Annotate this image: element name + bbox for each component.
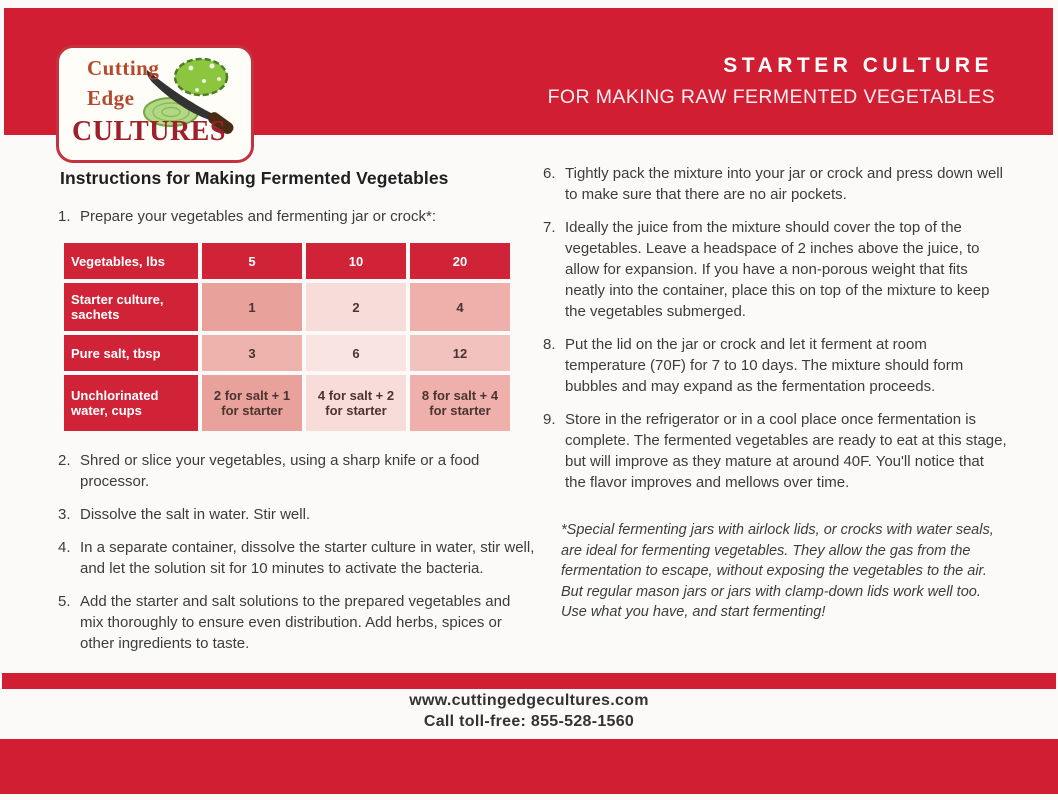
footer [0,692,1058,731]
step-text: Prepare your vegetables and fermenting jar or crock*: [80,208,437,225]
step-number: 9. [543,411,556,428]
table-row-salt [64,335,510,371]
page-title: Instructions for Making Fermented Vegetables [60,168,449,188]
table-header-20: 20 [410,243,510,279]
phone-text: Call toll-free: 855-528-1560 [423,713,635,730]
banner-subtitle: FOR MAKING RAW FERMENTED VEGETABLES [547,86,995,108]
step-number: 5. [58,593,71,610]
step-text: Store in the refrigerator or in a cool place once fermentation is complete. The fermented vegetables are ready to eat at this stage, but will improve as they mature at around 40F. You'll notice that the flavor improves and mellows over time. [565,411,1007,491]
website-text: www.cuttingedgecultures.com [409,692,649,709]
step-number: 7. [543,219,556,236]
step-text: Add the starter and salt solutions to the prepared vegetables and mix thoroughly to ensure even distribution. Add herbs, spices or other ingredients to taste. [80,593,511,652]
table-cell: 2 [306,283,406,331]
banner-title: STARTER CULTURE [723,54,993,77]
table-cell: 8 for salt + 4 for starter [410,375,510,431]
step-7 [543,217,1008,322]
step-number: 1. [58,208,71,225]
step-4 [58,537,536,579]
step-text: In a separate container, dissolve the starter culture in water, stir well, and let the solution sit for 10 minutes to activate the bacteria. [80,539,535,577]
step-8 [543,334,1008,397]
step-number: 2. [58,452,71,469]
logo [56,45,254,163]
step-text: Put the lid on the jar or crock and let it ferment at room temperature (70F) for 7 to 10 days. The mixture should form bubbles and may expand as the fermentation proceeds. [565,336,964,395]
table-row-starter [64,283,510,331]
logo-text-cultures: CULTURES [72,116,226,147]
step-2 [58,450,536,492]
table-cell: 6 [306,335,406,371]
step-text: Ideally the juice from the mixture should cover the top of the vegetables. Leave a headspace of 2 inches above the juice, to allow for expansion. If you have a non-porous weight that fits neatly into the container, place this on top of the mixture to keep the vegetables submerged. [565,219,990,320]
table-cell: 3 [202,335,302,371]
table-header-row [64,243,510,279]
footer-bar [0,739,1058,794]
table-cell: 12 [410,335,510,371]
step-text: Tightly pack the mixture into your jar or crock and press down well to make sure that there are no air pockets. [565,165,1003,203]
logo-text-cutting: Cutting [87,56,160,80]
jar-footnote: *Special fermenting jars with airlock lids, or crocks with water seals, are ideal for fermenting vegetables. They allow the gas from the fermentation to escape, without exposing the vegetables to the air. But regular mason jars or jars with clamp-down lids work well too. Use what you have, and start fermenting! [561,522,994,620]
step-number: 3. [58,506,71,523]
footer-divider [2,673,1056,689]
table-cell: 1 [202,283,302,331]
quantity-table [60,239,514,435]
table-header-10: 10 [306,243,406,279]
step-6 [543,163,1008,205]
step-9 [543,409,1008,493]
table-row-water [64,375,510,431]
step-text: Dissolve the salt in water. Stir well. [80,506,311,523]
step-number: 4. [58,539,71,556]
step-text: Shred or slice your vegetables, using a sharp knife or a food processor. [80,452,480,490]
table-header-vegetables: Vegetables, lbs [64,243,198,279]
right-column [543,163,1008,623]
step-number: 6. [543,165,556,182]
table-cell: 4 [410,283,510,331]
table-header-5: 5 [202,243,302,279]
table-cell: 2 for salt + 1 for starter [202,375,302,431]
logo-text-edge: Edge [87,86,135,110]
left-column [58,168,536,666]
step-5 [58,591,536,654]
row-label: Pure salt, tbsp [64,335,198,371]
step-3 [58,504,536,525]
row-label: Starter culture, sachets [64,283,198,331]
table-cell: 4 for salt + 2 for starter [306,375,406,431]
step-number: 8. [543,336,556,353]
row-label: Unchlorinated water, cups [64,375,198,431]
step-1 [58,206,536,227]
